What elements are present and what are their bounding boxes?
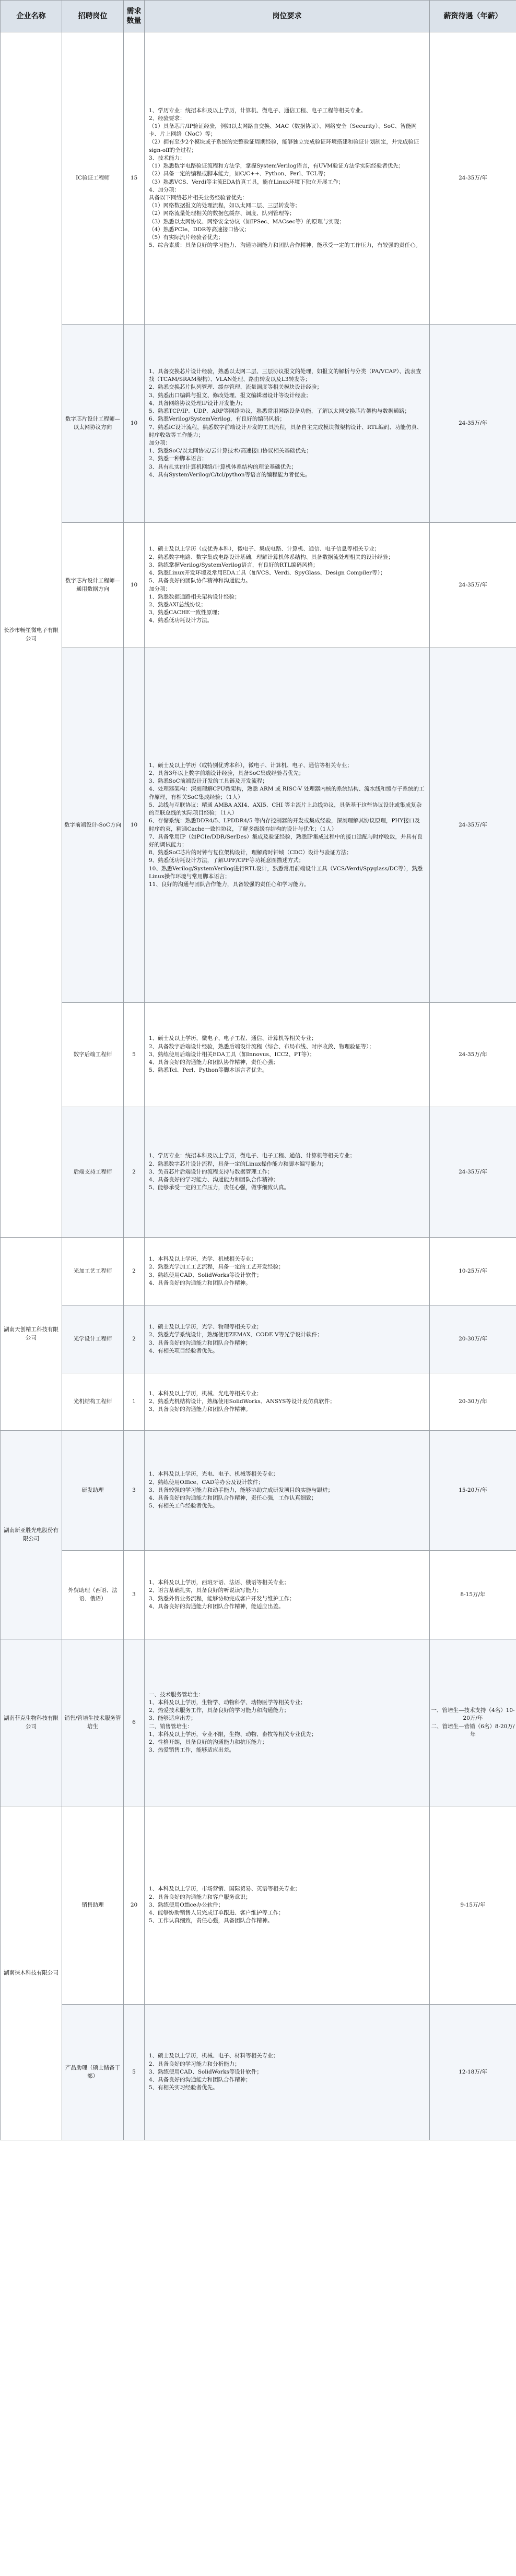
requirement-line: 2、熟悉数字电路、数字集成电路设计基础，理解计算机体系结构、具备数据流处理相关的设计经验； [149, 554, 394, 560]
requirements-cell [145, 1431, 430, 1551]
position-cell: 数字芯片设计工程师—以太网协议方向 [62, 325, 124, 523]
requirement-line: 4、有相关项目经验者优先。 [149, 1347, 218, 1354]
company-cell: 湖南天创精工科技有限公司 [1, 1238, 62, 1431]
requirement-line: 3、熟练掌握Verilog/SystemVerilog语言，有良好的RTL编码风格； [149, 561, 319, 568]
requirement-line: 2、具备3年以上数字前端设计经验，具备SoC集成经验者优先； [149, 770, 304, 776]
requirement-line: （3）熟悉VCS、Verdi等主流EDA仿真工具，能在Linux环境下独立开展工作； [149, 178, 344, 185]
requirements-cell [145, 523, 430, 648]
requirement-line: 3、负责芯片后端设计的流程支持与数据管理工作； [149, 1168, 273, 1175]
requirement-line: 3、熟悉出口编辑与报文、修改处理、报文编辑器设计等设计经验； [149, 392, 312, 399]
requirements-cell [145, 1551, 430, 1639]
requirement-line: 3、具备较强的学习能力和动手能力，能够协助完成研发项目的实施与跟进； [149, 1487, 334, 1493]
requirement-line: 3、熟悉CACHE一致性原理； [149, 609, 223, 616]
company-cell: 湖南新亚胜光电股份有限公司 [1, 1431, 62, 1639]
salary-cell: 20-30万/年 [430, 1373, 516, 1431]
requirements-cell [145, 1238, 430, 1305]
requirement-line: 4、具备网络协议处理IP设计开发能力； [149, 400, 246, 406]
header-requirements: 岗位要求 [145, 1, 430, 32]
salary-cell: 24-35万/年 [430, 1107, 516, 1238]
requirement-line: 1、本科及以上学历，市场营销、国际贸易、英语等相关专业； [149, 1886, 301, 1892]
salary-cell: 9-15万/年 [430, 1806, 516, 2005]
requirement-line: 1、熟悉数据通路相关架构设计经验； [149, 593, 240, 600]
requirements-cell [145, 1373, 430, 1431]
requirement-line: 7、熟悉IC设计流程，熟悉数字前端设计开发的工具流程，具备自主完成模块微架构设计、RTL编码、功能仿真、时序收敛等工作能力； [149, 424, 423, 438]
table-row [1, 1305, 516, 1373]
requirement-line: 3、能够适应出差； [149, 1715, 196, 1722]
position-cell: 后端支持工程师 [62, 1107, 124, 1238]
requirement-line: 1、本科及以上学历，专业不限，生物、动物、畜牧等相关专业优先； [149, 1731, 317, 1738]
requirement-line: 5、工作认真细致，责任心强，具备团队合作精神。 [149, 1918, 273, 1924]
table-row [1, 1806, 516, 2005]
requirement-line: 2、经验要求： [149, 115, 185, 122]
requirements-cell [145, 1003, 430, 1107]
company-cell: 湖南徕木科技有限公司 [1, 1806, 62, 2140]
position-cell: 销售助理 [62, 1806, 124, 2005]
salary-cell: 12-18万/年 [430, 2005, 516, 2140]
table-row [1, 523, 516, 648]
count-cell: 6 [124, 1639, 145, 1806]
table-row [1, 1551, 516, 1639]
requirement-line: （2）具备一定的编程或脚本能力，如C/C++、Python、Perl、TCL等； [149, 171, 329, 177]
requirement-line: 6、存储系统：熟悉DDR4/5、LPDDR4/5 等内存控制器的开发或集成经验，深刻理解其协议原理，PHY接口及时序约束，精通Cache一致性协议，了解多级缓存结构的设计与优化；（1人） [149, 818, 420, 832]
requirement-line: 4、能够协助销售人员完成订单跟进、客户维护等工作； [149, 1910, 284, 1916]
position-cell: 销售/管培生技术服务管培生 [62, 1639, 124, 1806]
requirements-cell [145, 1107, 430, 1238]
requirement-line: 3、熟练使用CAD、SolidWorks等设计软件； [149, 2068, 262, 2075]
count-cell: 10 [124, 523, 145, 648]
requirement-line: 2、具备数字后端设计经验，熟悉后端设计流程（综合、布局布线、时序收敛、物理验证等）； [149, 1043, 374, 1050]
salary-cell: 24-35万/年 [430, 32, 516, 325]
count-cell: 1 [124, 1373, 145, 1431]
requirement-line: （2）网络流量处理相关的数据包缓存、调度、队列管理等； [149, 210, 295, 217]
requirement-line: 5、熟悉Tcl、Perl、Python等脚本语言者优先。 [149, 1067, 268, 1074]
requirement-line: 1、具备交换芯片设计经验，熟悉以太网二层、三层协议报文的处理，如报文的解析与分类（PA/VCAP）、流表查找（TCAM/SRAM架构）、VLAN处理、路由转发以及L3转发等； [149, 368, 421, 383]
position-cell: 光机结构工程师 [62, 1373, 124, 1431]
requirements-cell [145, 648, 430, 1003]
position-cell: 光加工艺工程师 [62, 1238, 124, 1305]
position-cell: 数字前端设计-SoC方向 [62, 648, 124, 1003]
requirement-line: 5、有相关工作经验者优先。 [149, 1503, 218, 1509]
requirement-line: 2、热爱技术服务工作，具备良好的学习能力和沟通能力； [149, 1707, 290, 1714]
salary-cell: 15-20万/年 [430, 1431, 516, 1551]
requirement-line: 1、熟悉SoC/以太网协议/云计算技术/高速接口协议相关基础优先； [149, 448, 312, 454]
requirement-line: 2、熟悉光学系统设计，熟练使用ZEMAX、CODE V等光学设计软件； [149, 1332, 323, 1338]
requirement-line: 具备以下网络芯片相关业务经验者优先： [149, 194, 248, 201]
count-cell: 10 [124, 325, 145, 523]
table-row [1, 2005, 516, 2140]
requirements-cell [145, 2005, 430, 2140]
company-cell: 长沙市畅笙微电子有限公司 [1, 32, 62, 1238]
requirement-line: 二、销售管培生： [149, 1723, 193, 1730]
count-cell: 15 [124, 32, 145, 325]
count-cell: 2 [124, 1107, 145, 1238]
requirements-cell [145, 1639, 430, 1806]
requirement-line: 6、熟悉Verilog/SystemVerilog，有良好的编码风格； [149, 416, 285, 423]
requirement-line: 5、总线与互联协议：精通 AMBA AXI4、AXI5、CHI 等主流片上总线协议，具备基于这些协议设计或集成复杂的互联总线的实际项目经验；（1人） [149, 801, 422, 817]
requirement-line: 3、具有扎实的计算机网络/计算机体系结构的理论基础优先； [149, 463, 297, 470]
position-cell: 光学设计工程师 [62, 1305, 124, 1373]
requirements-cell [145, 1806, 430, 2005]
count-cell: 20 [124, 1806, 145, 2005]
header-row [1, 1, 516, 32]
requirement-line: （5）有实际流片经验者优先； [149, 234, 224, 241]
requirements-cell [145, 1305, 430, 1373]
requirement-line: （1）具备芯片/IP验证经验，例如以太网路由交换、MAC（数据协议）、网络安全（Security）、SoC、智能网卡、片上网络（NoC）等； [149, 123, 417, 138]
requirement-line: 1、本科及以上学历，光电、电子、机械等相关专业； [149, 1471, 279, 1478]
salary-cell: 24-35万/年 [430, 523, 516, 648]
salary-cell: 10-25万/年 [430, 1238, 516, 1305]
requirement-line: 加分项： [149, 585, 171, 592]
requirement-line: 1、本科及以上学历，机械、光电等相关专业； [149, 1390, 262, 1397]
position-cell: 研发助理 [62, 1431, 124, 1551]
salary-cell: 20-30万/年 [430, 1305, 516, 1373]
requirement-line: （1）熟悉数字电路验证流程和方法学，掌握SystemVerilog语言，有UVM验证方法学实际经验者优先； [149, 163, 404, 170]
requirement-line: 一、技术服务管培生： [149, 1691, 204, 1698]
salary-cell: 24-35万/年 [430, 648, 516, 1003]
company-cell: 湖南菲克生物科技有限公司 [1, 1639, 62, 1806]
requirement-line: 4、具备良好的学习能力、沟通能力和团队合作精神； [149, 1177, 279, 1183]
requirement-line: 5、具备良好的团队协作精神和沟通能力。 [149, 578, 251, 584]
table-row [1, 1639, 516, 1806]
requirement-line: 3、熟练使用CAD、SolidWorks等设计软件； [149, 1272, 262, 1278]
count-cell: 10 [124, 648, 145, 1003]
header-count: 需求数量 [124, 1, 145, 32]
requirement-line: 3、具备良好的沟通能力和团队合作精神。 [149, 1406, 251, 1413]
salary-cell: 8-15万/年 [430, 1551, 516, 1639]
requirement-line: 3、熟练使用Office办公软件； [149, 1901, 224, 1908]
requirement-line: 5、综合素质：具备良好的学习能力、沟通协调能力和团队合作精神，能承受一定的工作压力，有较强的责任心。 [149, 242, 421, 249]
requirement-line: 1、硕士及以上学历（或特别优秀本科），微电子、计算机、电子、通信等相关专业； [149, 762, 353, 769]
requirement-line: 2、具备良好的学习能力和分析能力； [149, 2060, 240, 2067]
salary-cell: 24-35万/年 [430, 325, 516, 523]
requirement-line: 3、技术能力： [149, 154, 185, 161]
table-row [1, 1373, 516, 1431]
requirement-line: 4、具有SystemVerilog/C/tcl/python等语言的编程能力者优先。 [149, 471, 311, 478]
requirement-line: 10、熟悉Verilog/SystemVerilog进行RTL设计，熟悉常用前端设计工具（VCS/Verdi/Spyglass/DC等），熟悉Linux操作环境与常用脚本语言； [149, 865, 423, 880]
requirement-line: 2、熟练使用Office、CAD等办公及设计软件； [149, 1479, 264, 1485]
header-company: 企业名称 [1, 1, 62, 32]
requirement-line: 2、性格开朗，具备良好的沟通能力和抗压能力； [149, 1739, 268, 1745]
requirements-cell [145, 32, 430, 325]
table-row [1, 1238, 516, 1305]
requirement-line: 1、本科及以上学历，生物学、动物科学、动物医学等相关专业； [149, 1699, 306, 1706]
count-cell: 2 [124, 1305, 145, 1373]
requirement-line: 4、具备良好的沟通能力和团队合作精神； [149, 2077, 251, 2083]
requirement-line: 2、熟悉光机结构设计，熟练使用SolidWorks、ANSYS等设计及仿真软件； [149, 1398, 335, 1405]
requirement-line: 5、熟悉TCP/IP、UDP、ARP等网络协议，熟悉常用网络设备功能，了解以太网交换芯片架构与数据通路； [149, 408, 410, 415]
requirement-line: 1、学历专业：统招本科及以上学历，计算机、微电子、通信工程、电子工程等相关专业。 [149, 107, 367, 114]
requirement-line: 2、熟悉AXI总线协议； [149, 601, 206, 608]
table-row [1, 1003, 516, 1107]
requirements-cell [145, 325, 430, 523]
count-cell: 5 [124, 2005, 145, 2140]
requirement-line: 5、能够承受一定的工作压力，责任心强，做事细致认真。 [149, 1184, 290, 1191]
position-cell: 数字芯片设计工程师—通用数据方向 [62, 523, 124, 648]
table-row [1, 1431, 516, 1551]
requirement-line: 1、本科及以上学历，西班牙语、法语、俄语等相关专业； [149, 1579, 290, 1586]
header-position: 招聘岗位 [62, 1, 124, 32]
requirement-line: 4、熟悉Linux开发环境及常用EDA工具（如VCS、Verdi、SpyGlass、Design Compiler等）； [149, 570, 386, 577]
requirement-line: 2、熟悉一种脚本语言； [149, 456, 207, 462]
requirement-line: 3、具备良好的沟通能力和团队合作精神； [149, 1339, 251, 1346]
position-cell: 数字后端工程师 [62, 1003, 124, 1107]
requirement-line: 4、具备良好的沟通能力和团队合作精神，能适应出差。 [149, 1603, 284, 1610]
requirement-line: 1、硕士及以上学历，机械、电子、材料等相关专业； [149, 2053, 279, 2059]
requirement-line: 4、加分项： [149, 186, 180, 193]
requirement-line: 2、熟悉交换芯片队列管理、缓存管理、流量调度等相关模块设计经验； [149, 384, 323, 391]
requirement-line: 1、本科及以上学历，光学、机械相关专业； [149, 1256, 257, 1263]
salary-cell: 24-35万/年 [430, 1003, 516, 1107]
count-cell: 2 [124, 1238, 145, 1305]
requirement-line: （2）拥有至少2个模块或子系统的完整验证周期经验，能够独立完成验证环境搭建和验证计划制定，并完成验证sign-off的全过程； [149, 139, 419, 153]
requirement-line: 2、熟悉光学加工工艺流程，具备一定的工艺开发经验； [149, 1264, 284, 1271]
requirement-line: 4、具备良好的沟通能力和团队协作精神，责任心强； [149, 1059, 279, 1066]
table-row [1, 325, 516, 523]
requirement-line: 2、熟悉数字芯片设计流程，具备一定的Linux操作能力和脚本编写能力； [149, 1160, 327, 1167]
requirement-line: 11、良好的沟通与团队合作能力，具备较强的责任心和学习能力。 [149, 881, 310, 888]
table-row [1, 32, 516, 325]
requirement-line: 9、熟悉低功耗设计方法，了解UPF/CPF等功耗意图描述方式； [149, 857, 304, 864]
requirement-line: 加分项： [149, 439, 171, 446]
count-cell: 5 [124, 1003, 145, 1107]
requirement-line: 1、硕士及以上学历，光学、物理等相关专业； [149, 1324, 262, 1331]
requirement-line: 4、具备良好的沟通能力和团队合作精神，责任心强，工作认真细致； [149, 1495, 317, 1502]
count-cell: 3 [124, 1431, 145, 1551]
table-row [1, 1107, 516, 1238]
requirement-line: 3、熟练使用后端设计相关EDA工具（如Innovus、ICC2、PT等）； [149, 1051, 315, 1058]
table-body [1, 32, 516, 2140]
requirement-line: 1、硕士及以上学历，微电子、电子工程、通信、计算机等相关专业； [149, 1035, 317, 1042]
requirement-line: 2、语言基础扎实，具备良好的听说读写能力； [149, 1587, 262, 1594]
requirement-line: （3）熟悉以太网协议、网络安全协议（如IPSec、MACsec等）的原理与实现； [149, 218, 345, 225]
requirement-line: 4、处理器架构：深刻理解CPU微架构，熟悉 ARM 或 RISC-V 处理器内核的系统结构、流水线和缓存子系统的工作原理，有相关SoC集成经验；（1人） [149, 786, 425, 800]
requirement-line: 3、熟悉外贸业务流程，能够协助完成客户开发与维护工作； [149, 1595, 295, 1602]
header-salary: 薪资待遇（年薪） [430, 1, 516, 32]
salary-cell: 一、管培生—技术支持（4名）10-20万/年 二、管培生—营销（6名）8-20万/年 [430, 1639, 516, 1806]
requirement-line: 5、有相关实习经验者优先。 [149, 2084, 218, 2091]
requirement-line: 1、硕士及以上学历（或优秀本科），微电子、集成电路、计算机、通信、电子信息等相关专业； [149, 546, 380, 553]
requirement-line: 1、学历专业：统招本科及以上学历，微电子、电子工程、通信、计算机等相关专业； [149, 1153, 356, 1159]
position-cell: 外贸助理（西语、法语、俄语） [62, 1551, 124, 1639]
requirement-line: 3、熟悉SoC前端设计开发的工具链及开发流程； [149, 778, 268, 785]
requirement-line: 3、热爱销售工作，能够适应出差。 [149, 1747, 235, 1754]
count-cell: 3 [124, 1551, 145, 1639]
requirement-line: （1）网络数据报文的处理流程，如以太网二层、三层转发等； [149, 202, 301, 209]
requirement-line: 7、具备常用IP（如PCIe/DDR/SerDes）集成及验证经验，熟悉IP集成过程中的接口适配与时序收敛，并具有良好的调试能力； [149, 833, 423, 848]
requirement-line: 4、熟悉低功耗设计方法。 [149, 617, 213, 624]
table-row [1, 648, 516, 1003]
position-cell: IC验证工程师 [62, 32, 124, 325]
requirement-line: 8、熟悉SoC芯片的时钟与复位架构设计，理解跨时钟域（CDC）设计与验证方法； [149, 849, 352, 856]
requirement-line: （4）熟悉PCIe、DDR等高速接口协议； [149, 226, 250, 233]
requirement-line: 2、具备良好的沟通能力和客户服务意识； [149, 1894, 251, 1900]
position-cell: 产品助理（硕士储备干部） [62, 2005, 124, 2140]
requirement-line: 4、具备良好的沟通能力和团队合作精神。 [149, 1279, 251, 1286]
